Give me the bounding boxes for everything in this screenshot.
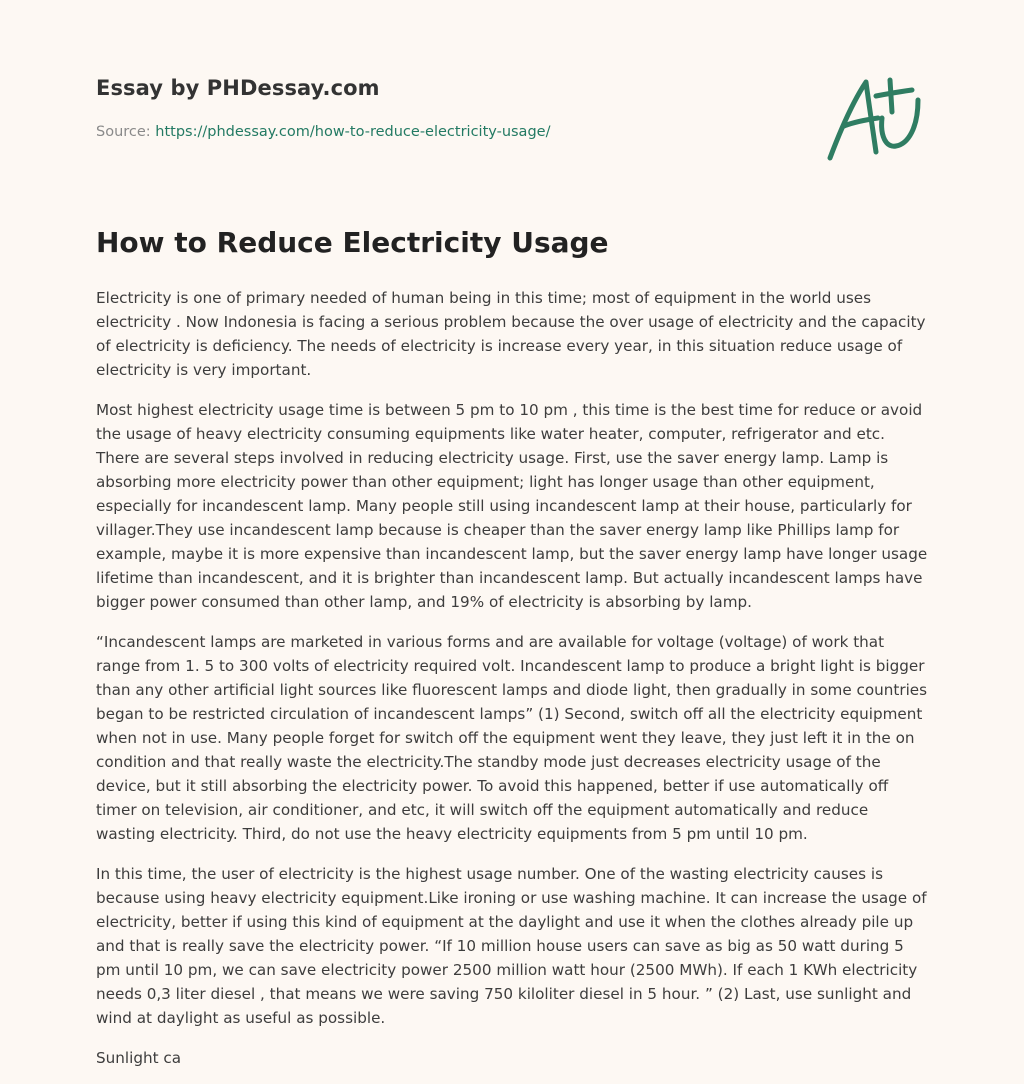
site-brand: Essay by PHDessay.com: [96, 76, 380, 100]
paragraph: Sunlight ca: [96, 1049, 182, 1067]
essay-body: [96, 286, 928, 1084]
source-label: Source:: [96, 124, 151, 140]
source-link[interactable]: https://phdessay.com/how-to-reduce-electricity-usage/: [155, 124, 551, 140]
essay-title: How to Reduce Electricity Usage: [96, 226, 609, 259]
source-line: [96, 124, 550, 140]
paragraph: Most highest electricity usage time is between 5 pm to 10 pm , this time is the best time for reduce or avoid the usage of heavy electricity consuming equipments like water heater, computer, refrigerator and etc. There are several steps involved in reducing electricity usage. First, use the saver energy lamp. Lamp is absorbing more electricity power than other equipment; light has longer usage than other equipment, especially for incandescent lamp. Many people still using incandescent lamp at their house, particularly for villager.They use incandescent lamp because is cheaper than the saver energy lamp like Phillips lamp for example, maybe it is more expensive than incandescent lamp, but the saver energy lamp have longer usage lifetime than incandescent, and it is brighter than incandescent lamp. But actually incandescent lamps have bigger power consumed than other lamp, and 19% of electricity is absorbing by lamp.: [96, 401, 928, 611]
a-plus-logo-icon: [820, 66, 930, 166]
paragraph: Electricity is one of primary needed of human being in this time; most of equipment in the world uses electricity . Now Indonesia is facing a serious problem because the over usage of electricity and the capacity of electricity is deficiency. The needs of electricity is increase every year, in this situation reduce usage of electricity is very important.: [96, 289, 926, 379]
paragraph: In this time, the user of electricity is the highest usage number. One of the wasting electricity causes is because using heavy electricity equipment.Like ironing or use washing machine. It can increase the usage of electricity, better if using this kind of equipment at the daylight and use it when the clothes already pile up and that is really save the electricity power. “If 10 million house users can save as big as 50 watt during 5 pm until 10 pm, we can save electricity power 2500 million watt hour (2500 MWh). If each 1 KWh electricity needs 0,3 liter diesel , that means we were saving 750 kiloliter diesel in 5 hour. ” (2) Last, use sunlight and wind at daylight as useful as possible.: [96, 865, 927, 1027]
paragraph: “Incandescent lamps are marketed in various forms and are available for voltage (voltage) of work that range from 1. 5 to 300 volts of electricity required volt. Incandescent lamp to produce a bright light is bigger than any other artificial light sources like fluorescent lamps and diode light, then gradually in some countries began to be restricted circulation of incandescent lamps” (1) Second, switch off all the electricity equipment when not in use. Many people forget for switch off the equipment went they leave, they just left it in the on condition and that really waste the electricity.The standby mode just decreases electricity usage of the device, but it still absorbing the electricity power. To avoid this happened, better if use automatically off timer on television, air conditioner, and etc, it will switch off the equipment automatically and reduce wasting electricity. Third, do not use the heavy electricity equipments from 5 pm until 10 pm.: [96, 633, 928, 843]
